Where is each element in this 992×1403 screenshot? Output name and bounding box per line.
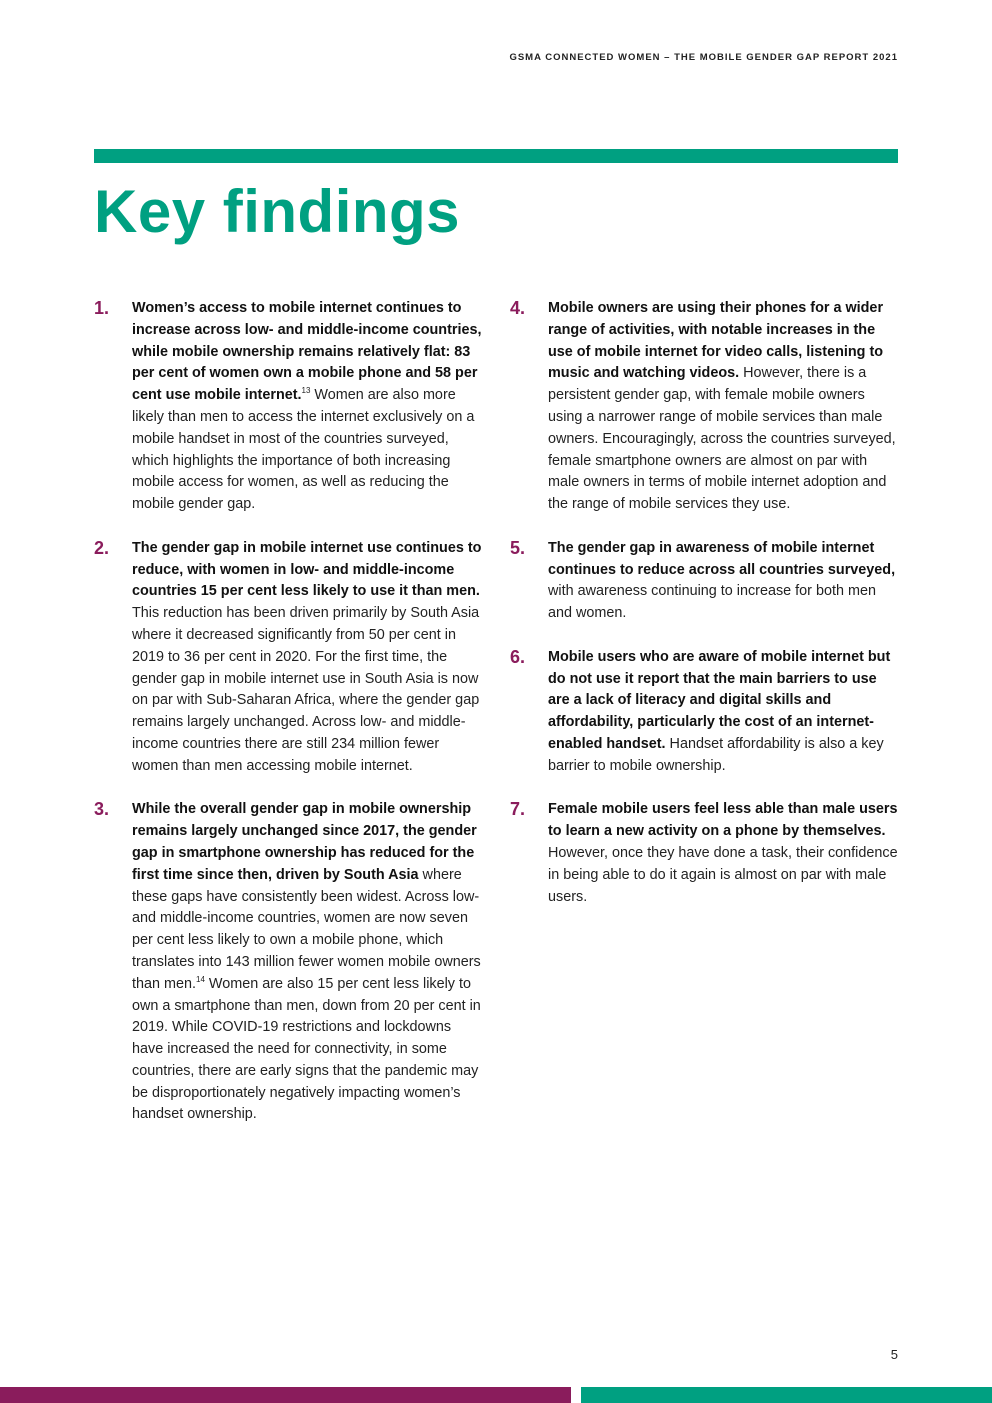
footnote-ref: 13 bbox=[301, 386, 311, 396]
finding-body-continued: Women are also 15 per cent less likely to own a smartphone than men, down from 20 per cent in 2019. While COVID-19 restrictions and lockdowns have increased the need for connectivity, in some countries, there are early signs that the pandemic may be disproportionately negatively impacting women’s handset ownership. bbox=[132, 975, 481, 1123]
finding-3 bbox=[94, 799, 486, 1126]
finding-number: 4. bbox=[510, 298, 526, 318]
finding-body: with awareness continuing to increase for both men and women. bbox=[548, 583, 876, 622]
finding-lead: Mobile owners are using their phones for a wider range of activities, with notable increases in the use of mobile internet for video calls, listening to music and watching videos. bbox=[548, 300, 884, 382]
finding-2 bbox=[94, 538, 486, 778]
finding-number: 1. bbox=[94, 298, 110, 318]
footer-bar-green bbox=[581, 1387, 992, 1403]
finding-number: 2. bbox=[94, 537, 110, 558]
finding-body: This reduction has been driven primarily by South Asia where it decreased significantly from 50 per cent in 2019 to 36 per cent in 2020. For the first time, the gender gap in mobile internet use in South Asia is now on par with Sub-Saharan Africa, where the gender gap remains largely unchanged. Across low- and middle- income countries there are still 234 million fewer women than men accessing mobile internet. bbox=[132, 605, 480, 774]
finding-number: 5. bbox=[510, 537, 526, 558]
finding-6 bbox=[510, 647, 902, 778]
title-rule bbox=[94, 149, 898, 163]
finding-7 bbox=[510, 799, 902, 908]
finding-body: However, once they have done a task, their confidence in being able to do it again is almost on par with male users. bbox=[548, 844, 898, 905]
finding-body: However, there is a persistent gender gap, with female mobile owners using a narrower range of mobile services than male owners. Encouragingly, across the countries surveyed, female smartphone owners are almost on par with male owners in terms of mobile internet adoption and the range of mobile services they use. bbox=[548, 365, 896, 513]
finding-lead: Mobile users who are aware of mobile internet but do not use it report that the main barriers to use are a lack of literacy and digital skills and affordability, particularly the cost of an internet-enabled handset. bbox=[548, 648, 891, 752]
finding-body: Women are also more likely than men to access the internet exclusively on a mobile handset in most of the countries surveyed, which highlights the importance of both increasing mobile access for women, as well as reducing the mobile gender gap. bbox=[132, 387, 475, 513]
page-title: Key findings bbox=[94, 178, 461, 245]
finding-1 bbox=[94, 298, 486, 516]
findings-column-right bbox=[510, 298, 902, 908]
footnote-ref: 14 bbox=[196, 974, 205, 984]
page-number: 5 bbox=[890, 1347, 898, 1362]
finding-number: 3. bbox=[94, 799, 110, 820]
finding-5 bbox=[510, 538, 902, 625]
finding-lead: The gender gap in mobile internet use continues to reduce, with women in low- and middle-income countries 15 per cent less likely to use it than men. bbox=[132, 539, 482, 600]
running-header: GSMA CONNECTED WOMEN – THE MOBILE GENDER GAP REPORT 2021 bbox=[509, 52, 898, 63]
finding-number: 6. bbox=[510, 646, 526, 667]
footer-bar-magenta bbox=[0, 1387, 571, 1403]
finding-lead: While the overall gender gap in mobile ownership remains largely unchanged since 2017, the gender gap in smartphone ownership has reduced for the first time since then, driven by South Asia bbox=[132, 801, 477, 883]
finding-4 bbox=[510, 298, 902, 516]
finding-lead: Female mobile users feel less able than male users to learn a new activity on a phone by themselves. bbox=[548, 801, 898, 840]
findings-column-left bbox=[94, 298, 486, 1126]
finding-body: Handset affordability is also a key barrier to mobile ownership. bbox=[548, 735, 884, 774]
finding-number: 7. bbox=[510, 799, 526, 820]
finding-lead: Women’s access to mobile internet continues to increase across low- and middle-income countries, while mobile ownership remains relatively flat: 83 per cent of women own a mobile phone and 58 per cent use mobile internet. bbox=[132, 300, 482, 404]
finding-body: where these gaps have consistently been widest. Across low- and middle-income countries, women are now seven per cent less likely to own a mobile phone, which translates into 143 million fewer women mobile owners than men. bbox=[132, 866, 481, 992]
finding-lead: The gender gap in awareness of mobile internet continues to reduce across all countries surveyed, bbox=[548, 539, 896, 578]
